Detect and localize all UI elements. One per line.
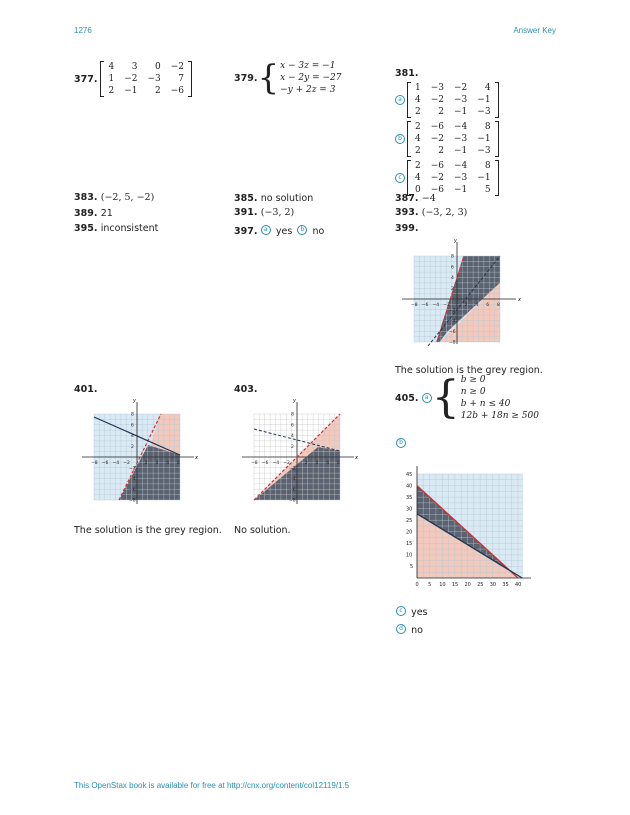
answer-value: (−2, 5, −2) [100, 192, 155, 203]
x-tick-label: 2 [464, 303, 468, 308]
x-tick-label: −4 [272, 461, 280, 466]
x-axis-label: x [518, 297, 521, 303]
equation: 12b + 18n ≥ 500 [460, 411, 539, 421]
caption-401: The solution is the grey region. [74, 525, 222, 536]
answer-value: no [411, 625, 423, 636]
matrix-row [410, 133, 496, 145]
answer-383: 383. (−2, 5, −2) [74, 192, 155, 203]
matrix-cell: 2 [108, 86, 115, 96]
part-label-a: a [261, 225, 271, 235]
answer-number: 399 [395, 223, 415, 234]
matrix-cell: −6 [430, 122, 445, 132]
y-tick-label: −8 [129, 498, 136, 504]
x-axis-label: x [355, 455, 358, 461]
x-tick-label: 40 [514, 582, 522, 588]
answer-number: 383 [74, 192, 94, 203]
matrix-cell: −2 [454, 83, 468, 93]
matrix-cell: 8 [484, 122, 491, 132]
matrix-row [410, 145, 496, 157]
matrix-cell: −1 [477, 173, 491, 183]
matrix-cell: −4 [454, 122, 468, 132]
matrix-cell: −3 [477, 107, 491, 117]
matrix-cell: −3 [454, 95, 468, 105]
y-tick-label: 45 [406, 471, 413, 478]
matrix-cell: 8 [484, 161, 491, 171]
matrix-cell: 7 [178, 74, 185, 84]
matrix-cell: −6 [430, 185, 445, 195]
equation: b ≥ 0 [460, 375, 486, 385]
answer-value: 21 [100, 208, 113, 219]
matrix-cell: 2 [438, 107, 445, 117]
matrix-row [410, 94, 496, 106]
answer-401-label: 401. [74, 384, 98, 395]
x-tick-label: 35 [502, 582, 509, 588]
answer-value: no [312, 226, 325, 237]
matrix-row [410, 160, 496, 172]
y-tick-label: 8 [451, 254, 454, 260]
y-axis-label: y [454, 238, 457, 244]
graph-403 [234, 394, 366, 508]
answer-number: 381 [395, 68, 415, 79]
matrix-row [410, 106, 496, 118]
y-tick-label: −2 [449, 308, 456, 314]
matrix-cell: 0 [155, 62, 161, 72]
matrix-cell: 0 [415, 185, 421, 195]
answer-385: 385. no solution [234, 193, 314, 204]
part-label-c: c [395, 173, 405, 183]
section-title: Answer Key [513, 26, 556, 35]
x-tick-label: 25 [477, 582, 484, 588]
y-tick-label: 6 [291, 423, 294, 429]
answer-number: 393 [395, 207, 415, 218]
x-tick-label: −8 [251, 461, 258, 466]
y-tick-label: −6 [129, 487, 136, 493]
matrix-row [103, 73, 189, 85]
x-axis-label: x [195, 455, 198, 461]
matrix-cell: 1 [415, 83, 421, 93]
x-tick-label: −8 [411, 303, 418, 308]
answer-number: 397 [234, 226, 254, 237]
x-tick-label: 8 [497, 303, 500, 308]
footer-text: This OpenStax book is available for free at http://cnx.org/content/col12119/1.5 [74, 781, 350, 790]
answer-387: 387. −4 [395, 193, 436, 204]
equation: x − 3z = −1 [280, 61, 336, 71]
matrix-cell: −2 [430, 173, 445, 183]
y-tick-label: −4 [289, 477, 296, 482]
matrix-cell: −2 [430, 95, 445, 105]
y-tick-label: −2 [289, 466, 296, 472]
y-tick-label: 6 [131, 423, 134, 429]
x-tick-label: −2 [283, 461, 290, 466]
answer-value: inconsistent [100, 223, 159, 234]
part-label-a: a [422, 393, 432, 403]
answer-379: 379 . { x − 3z = −1 x − 2y = −27 −y + 2z = 3 [234, 58, 342, 98]
answer-391: 391. (−3, 2) [234, 207, 295, 218]
matrix-cell: 4 [108, 62, 115, 72]
answer-number: 395 [74, 223, 94, 234]
y-tick-label: −6 [289, 487, 296, 493]
y-tick-label: 2 [291, 444, 294, 450]
matrix-cell: 2 [155, 86, 161, 96]
graph-399 [396, 236, 528, 348]
answer-value: (−3, 2) [260, 207, 295, 218]
equation: −y + 2z = 3 [280, 85, 336, 95]
page-number: 1276 [74, 26, 92, 35]
x-tick-label: 15 [451, 582, 459, 588]
matrix-cell: −4 [454, 161, 468, 171]
y-tick-label: 15 [406, 541, 413, 548]
matrix-cell: −3 [477, 146, 491, 156]
matrix-cell: 4 [484, 83, 491, 93]
matrix-cell: −3 [147, 74, 161, 84]
chart-405 [395, 452, 537, 592]
y-tick-label: −6 [449, 329, 456, 335]
matrix-cell: 5 [484, 185, 491, 195]
x-tick-label: 4 [475, 303, 479, 308]
x-tick-label: −6 [101, 461, 109, 466]
matrix-cell: 4 [415, 134, 421, 144]
matrix-cell: −3 [454, 134, 468, 144]
answer-399-label: 399. [395, 223, 419, 234]
equation-system-379 [280, 60, 341, 96]
part-label-a: a [395, 95, 405, 105]
y-tick-label: 10 [406, 552, 413, 559]
matrix-cell: −1 [454, 185, 468, 195]
x-tick-label: −4 [432, 303, 440, 308]
matrix-cell: −2 [430, 134, 445, 144]
part-label-b: b [396, 438, 406, 448]
matrix-cell: 2 [415, 161, 421, 171]
matrix-cell: 3 [131, 62, 138, 72]
x-tick-label: −4 [112, 461, 120, 466]
answer-value: yes [411, 607, 428, 618]
matrix-cell: −1 [454, 107, 468, 117]
y-tick-label: 40 [406, 483, 413, 490]
part-b-405 [396, 432, 406, 451]
y-tick-label: 2 [131, 444, 134, 450]
matrix-cell: 2 [415, 146, 421, 156]
part-d-405 [396, 618, 423, 637]
y-tick-label: −8 [289, 498, 296, 504]
x-tick-label: 8 [337, 461, 340, 466]
equation: n ≥ 0 [460, 387, 486, 397]
x-tick-label: 30 [489, 582, 497, 588]
x-tick-label: 4 [315, 461, 319, 466]
matrix-cell: −2 [124, 74, 138, 84]
answer-number: 379 [234, 72, 254, 84]
graph-401 [74, 394, 206, 508]
y-tick-label: −8 [449, 340, 456, 346]
x-tick-label: 20 [464, 582, 471, 588]
caption-399: The solution is the grey region. [395, 365, 543, 376]
matrix-cell: −1 [454, 146, 468, 156]
matrix-cell: −2 [170, 62, 185, 72]
matrix-cell: −1 [477, 95, 491, 105]
x-tick-label: 6 [326, 461, 330, 466]
y-tick-label: −4 [129, 477, 136, 482]
matrix-row [103, 85, 189, 97]
x-tick-label: 5 [428, 582, 432, 588]
y-tick-label: 2 [451, 286, 454, 292]
answer-number: 377 [74, 73, 94, 85]
x-tick-label: 8 [177, 461, 180, 466]
y-tick-label: 4 [291, 434, 294, 439]
matrix-cell: −1 [124, 86, 138, 96]
matrix-381-b [407, 121, 499, 157]
answer-value: (−3, 2, 3) [421, 207, 468, 218]
answer-389: 389. 21 [74, 208, 113, 219]
answer-number: 387 [395, 193, 415, 204]
equation-system-405 [461, 374, 539, 422]
y-tick-label: 20 [406, 529, 413, 536]
y-tick-label: 8 [131, 412, 134, 418]
answer-403-label: 403. [234, 384, 258, 395]
x-tick-label: 6 [166, 461, 170, 466]
y-tick-label: −2 [129, 466, 136, 472]
x-tick-label: 10 [439, 582, 446, 588]
equation: x − 2y = −27 [280, 73, 342, 83]
answer-395: 395. inconsistent [74, 223, 159, 234]
answer-value: −4 [421, 193, 436, 204]
x-tick-label: −8 [91, 461, 98, 466]
y-axis-label: y [133, 398, 136, 404]
answer-381: 381. a 1 −3 −2 4 4 −2 −3 −1 2 2 −1 −3 b 2 −6 −4 8 4 −2 −3 −1 2 2 −1 −3 c 2 −6 −4 8 4 −2 −3 −1 0 −6 −1 5 [395, 61, 499, 196]
answer-value: no solution [260, 193, 314, 204]
y-tick-label: 30 [406, 506, 413, 513]
y-tick-label: 35 [406, 494, 413, 501]
answer-397: 397. a yes b no [234, 225, 325, 237]
x-tick-label: 6 [486, 303, 490, 308]
answer-377: 377 . 4 3 0 −2 1 −2 −3 7 2 −1 2 −6 [74, 61, 192, 97]
y-tick-label: 4 [451, 276, 454, 281]
part-label-b: b [395, 134, 405, 144]
y-tick-label: 4 [131, 434, 134, 439]
y-tick-label: 6 [451, 265, 454, 271]
matrix-row [410, 82, 496, 94]
x-tick-label: 2 [144, 461, 148, 466]
answer-number: 405 [395, 392, 415, 404]
answer-381-a [395, 82, 499, 118]
y-tick-label: −4 [449, 319, 456, 324]
answer-393: 393. (−3, 2, 3) [395, 207, 468, 218]
matrix-row [410, 121, 496, 133]
matrix-cell: −6 [170, 86, 185, 96]
y-axis-label: y [293, 398, 296, 404]
x-tick-label: 0 [415, 582, 419, 588]
matrix-cell: 2 [415, 107, 421, 117]
part-label-b: b [297, 225, 307, 235]
matrix-row [103, 61, 189, 73]
y-tick-label: 25 [406, 518, 413, 525]
y-tick-label: 5 [410, 564, 414, 571]
matrix-cell: 1 [108, 74, 115, 84]
part-label-c: c [396, 606, 406, 616]
matrix-row [410, 172, 496, 184]
answer-value: yes [275, 226, 293, 237]
matrix-381-a [407, 82, 499, 118]
x-tick-label: −2 [443, 303, 450, 308]
matrix-cell: −6 [430, 161, 445, 171]
caption-403: No solution. [234, 525, 291, 536]
answer-number: 391 [234, 207, 254, 218]
matrix-cell: 4 [415, 95, 421, 105]
x-tick-label: −6 [421, 303, 429, 308]
answer-number: 403 [234, 384, 254, 395]
matrix-cell: −1 [477, 134, 491, 144]
part-c-405 [396, 600, 428, 619]
y-tick-label: 8 [291, 412, 294, 418]
part-label-d: d [396, 624, 406, 634]
matrix-cell: 2 [438, 146, 445, 156]
matrix-cell: −3 [454, 173, 468, 183]
equation: b + n ≤ 40 [460, 399, 511, 409]
answer-381-b [395, 121, 499, 157]
matrix-cell: 4 [415, 173, 421, 183]
x-tick-label: −2 [123, 461, 130, 466]
matrix-cell: 2 [415, 122, 421, 132]
matrix-377 [100, 61, 192, 97]
answer-number: 401 [74, 384, 94, 395]
answer-number: 389 [74, 208, 94, 219]
x-tick-label: −6 [261, 461, 269, 466]
matrix-cell: −3 [430, 83, 445, 93]
answer-number: 385 [234, 193, 254, 204]
x-tick-label: 2 [304, 461, 308, 466]
answer-405: 405 . a { b ≥ 0 n ≥ 0 b + n ≤ 40 12b + 18n ≥ 500 [395, 372, 539, 423]
x-tick-label: 4 [155, 461, 159, 466]
